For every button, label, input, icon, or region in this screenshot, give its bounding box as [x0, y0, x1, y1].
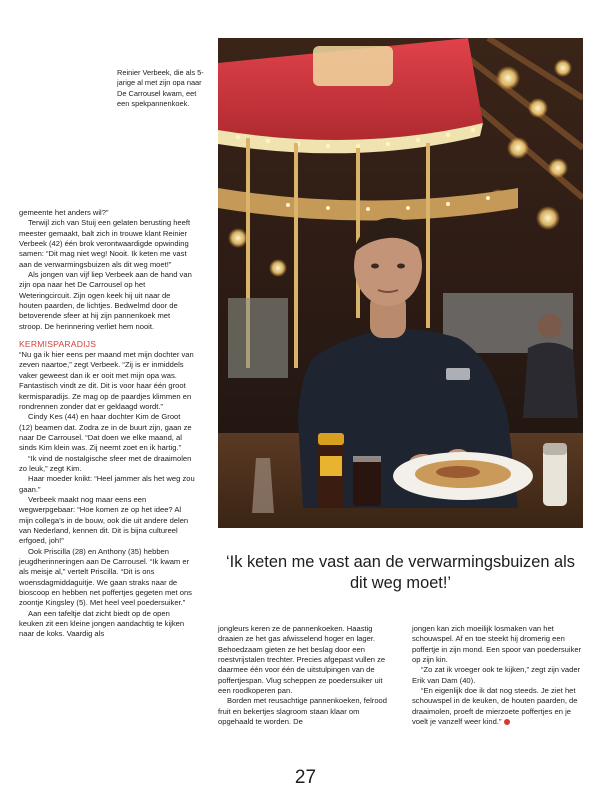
body-paragraph: Verbeek maakt nog maar eens een wegwerpgebaar: “Hoe komen ze op het idee? Al mijn collega’s in de bouw, ook die uit andere delen van Nederland, kennen dit. Dit is bijna cultureel erfgoed, joh!” — [19, 494, 189, 546]
final-paragraph-text: “En eigenlijk doe ik dat nog steeds. Je ziet het schouwspel in de keuken, de houten paarden, de draaimolen, proeft de mierzoete poffertjes en je voelt je vanzelf weer kind.” — [412, 686, 578, 727]
photo-caption: Reinier Verbeek, die als 5-jarige al met zijn opa naar De Carrousel kwam, eet een spekpannenkoek. — [117, 68, 204, 109]
end-of-article-icon — [504, 719, 510, 725]
page-number: 27 — [294, 767, 317, 788]
body-paragraph: jongleurs keren ze de pannenkoeken. Haastig draaien ze het gas afwisselend hoger en lager. Behoedzaam gieten ze het beslag door een roestvrijstalen trechter. Precies afgepast vullen ze daarmee één voor één de uitstulpingen van de poffertjespan. Vlug scheppen ze poedersuiker uit een roodkoperen pan. — [218, 624, 386, 696]
body-paragraph: Borden met reusachtige pannenkoeken, felrood fruit en bekertjes slagroom staan klaar om opgehaald te worden. De — [218, 696, 387, 727]
article-column-1 — [19, 208, 195, 640]
body-paragraph: Cindy Kes (44) en haar dochter Kim de Groot (12) beamen dat. Zodra ze in de buurt zijn, gaan ze naar De Carrousel. “Dat doen we elke maand, al sinds Kim klein was. Zij neemt zoet en ik hartig.” — [19, 412, 192, 453]
body-paragraph: Terwijl zich van Stuij een gelaten berusting heeft meester gemaakt, balt zich in trouwe klant Reinier Verbeek (42) één brok verontwaardigde opwinding samen: “Dit mag niet weg! Nooit. Ik keten me vast aan de verwarmingsbuizen als dit weg moet!” — [19, 218, 191, 269]
carousel-restaurant-photo — [218, 38, 583, 528]
body-paragraph — [412, 686, 582, 727]
body-paragraph: Ook Priscilla (28) en Anthony (35) hebben jeugdherinneringen aan De Carrousel. “Ik kwam er als meisje al,” vertelt Priscilla. “Dit is ons woensdagmiddaguitje. We gaan straks naar de bioscoop en hebben net poffertjes gegeten met ons zoontje Kingsley (5). Met heel veel poedersuiker.” — [19, 546, 192, 608]
body-paragraph: “Ik vind de nostalgische sfeer met de draaimolen zo leuk,” zegt Kim. — [19, 453, 192, 473]
article-column-3 — [412, 624, 582, 727]
body-paragraph: “Zo zat ik vroeger ook te kijken,” zegt zijn vader Erik van Dam (40). — [412, 665, 581, 685]
body-paragraph: Haar moeder knikt: “Heel jammer als het weg zou gaan.” — [19, 474, 195, 494]
article-column-2 — [218, 624, 392, 727]
pull-quote: ‘Ik keten me vast aan de verwarmingsbuizen als dit weg moet!’ — [226, 553, 575, 592]
body-paragraph: Als jongen van vijf liep Verbeek aan de hand van zijn opa naar het De Carrousel op het Weteringcircuit. Zijn ogen keek hij uit naar de houten paarden, de lichtjes. Bedwelmd door de betoverende sfeer at hij zijn pannenkoek met stroop. De herinnering verliet hem nooit. — [19, 270, 192, 331]
body-paragraph: “Nu ga ik hier eens per maand met mijn dochter van zeven naartoe,” zegt Verbeek. “Zij is er inmiddels vaker geweest dan ik er ooit met mijn opa was. Fantastisch vindt ze dit. Dit is voor haar één groot kermisparadijs. Ze mag op de paardjes klimmen en rondrennen zonder dat er geklaagd wordt.” — [19, 350, 194, 411]
section-heading: KERMISPARADIJS — [19, 339, 97, 350]
body-paragraph: jongen kan zich moeilijk losmaken van het schouwspel. Af en toe steekt hij dromerig een poffertje in zijn mond. Een spoor van poedersuiker op zijn kin. — [412, 624, 582, 665]
body-paragraph: gemeente het anders wil?” — [19, 208, 109, 217]
body-paragraph: Aan een tafeltje dat zicht biedt op de open keuken zit een kleine jongen aandachtig te kijken naar de koks. Vaardig als — [19, 608, 185, 639]
